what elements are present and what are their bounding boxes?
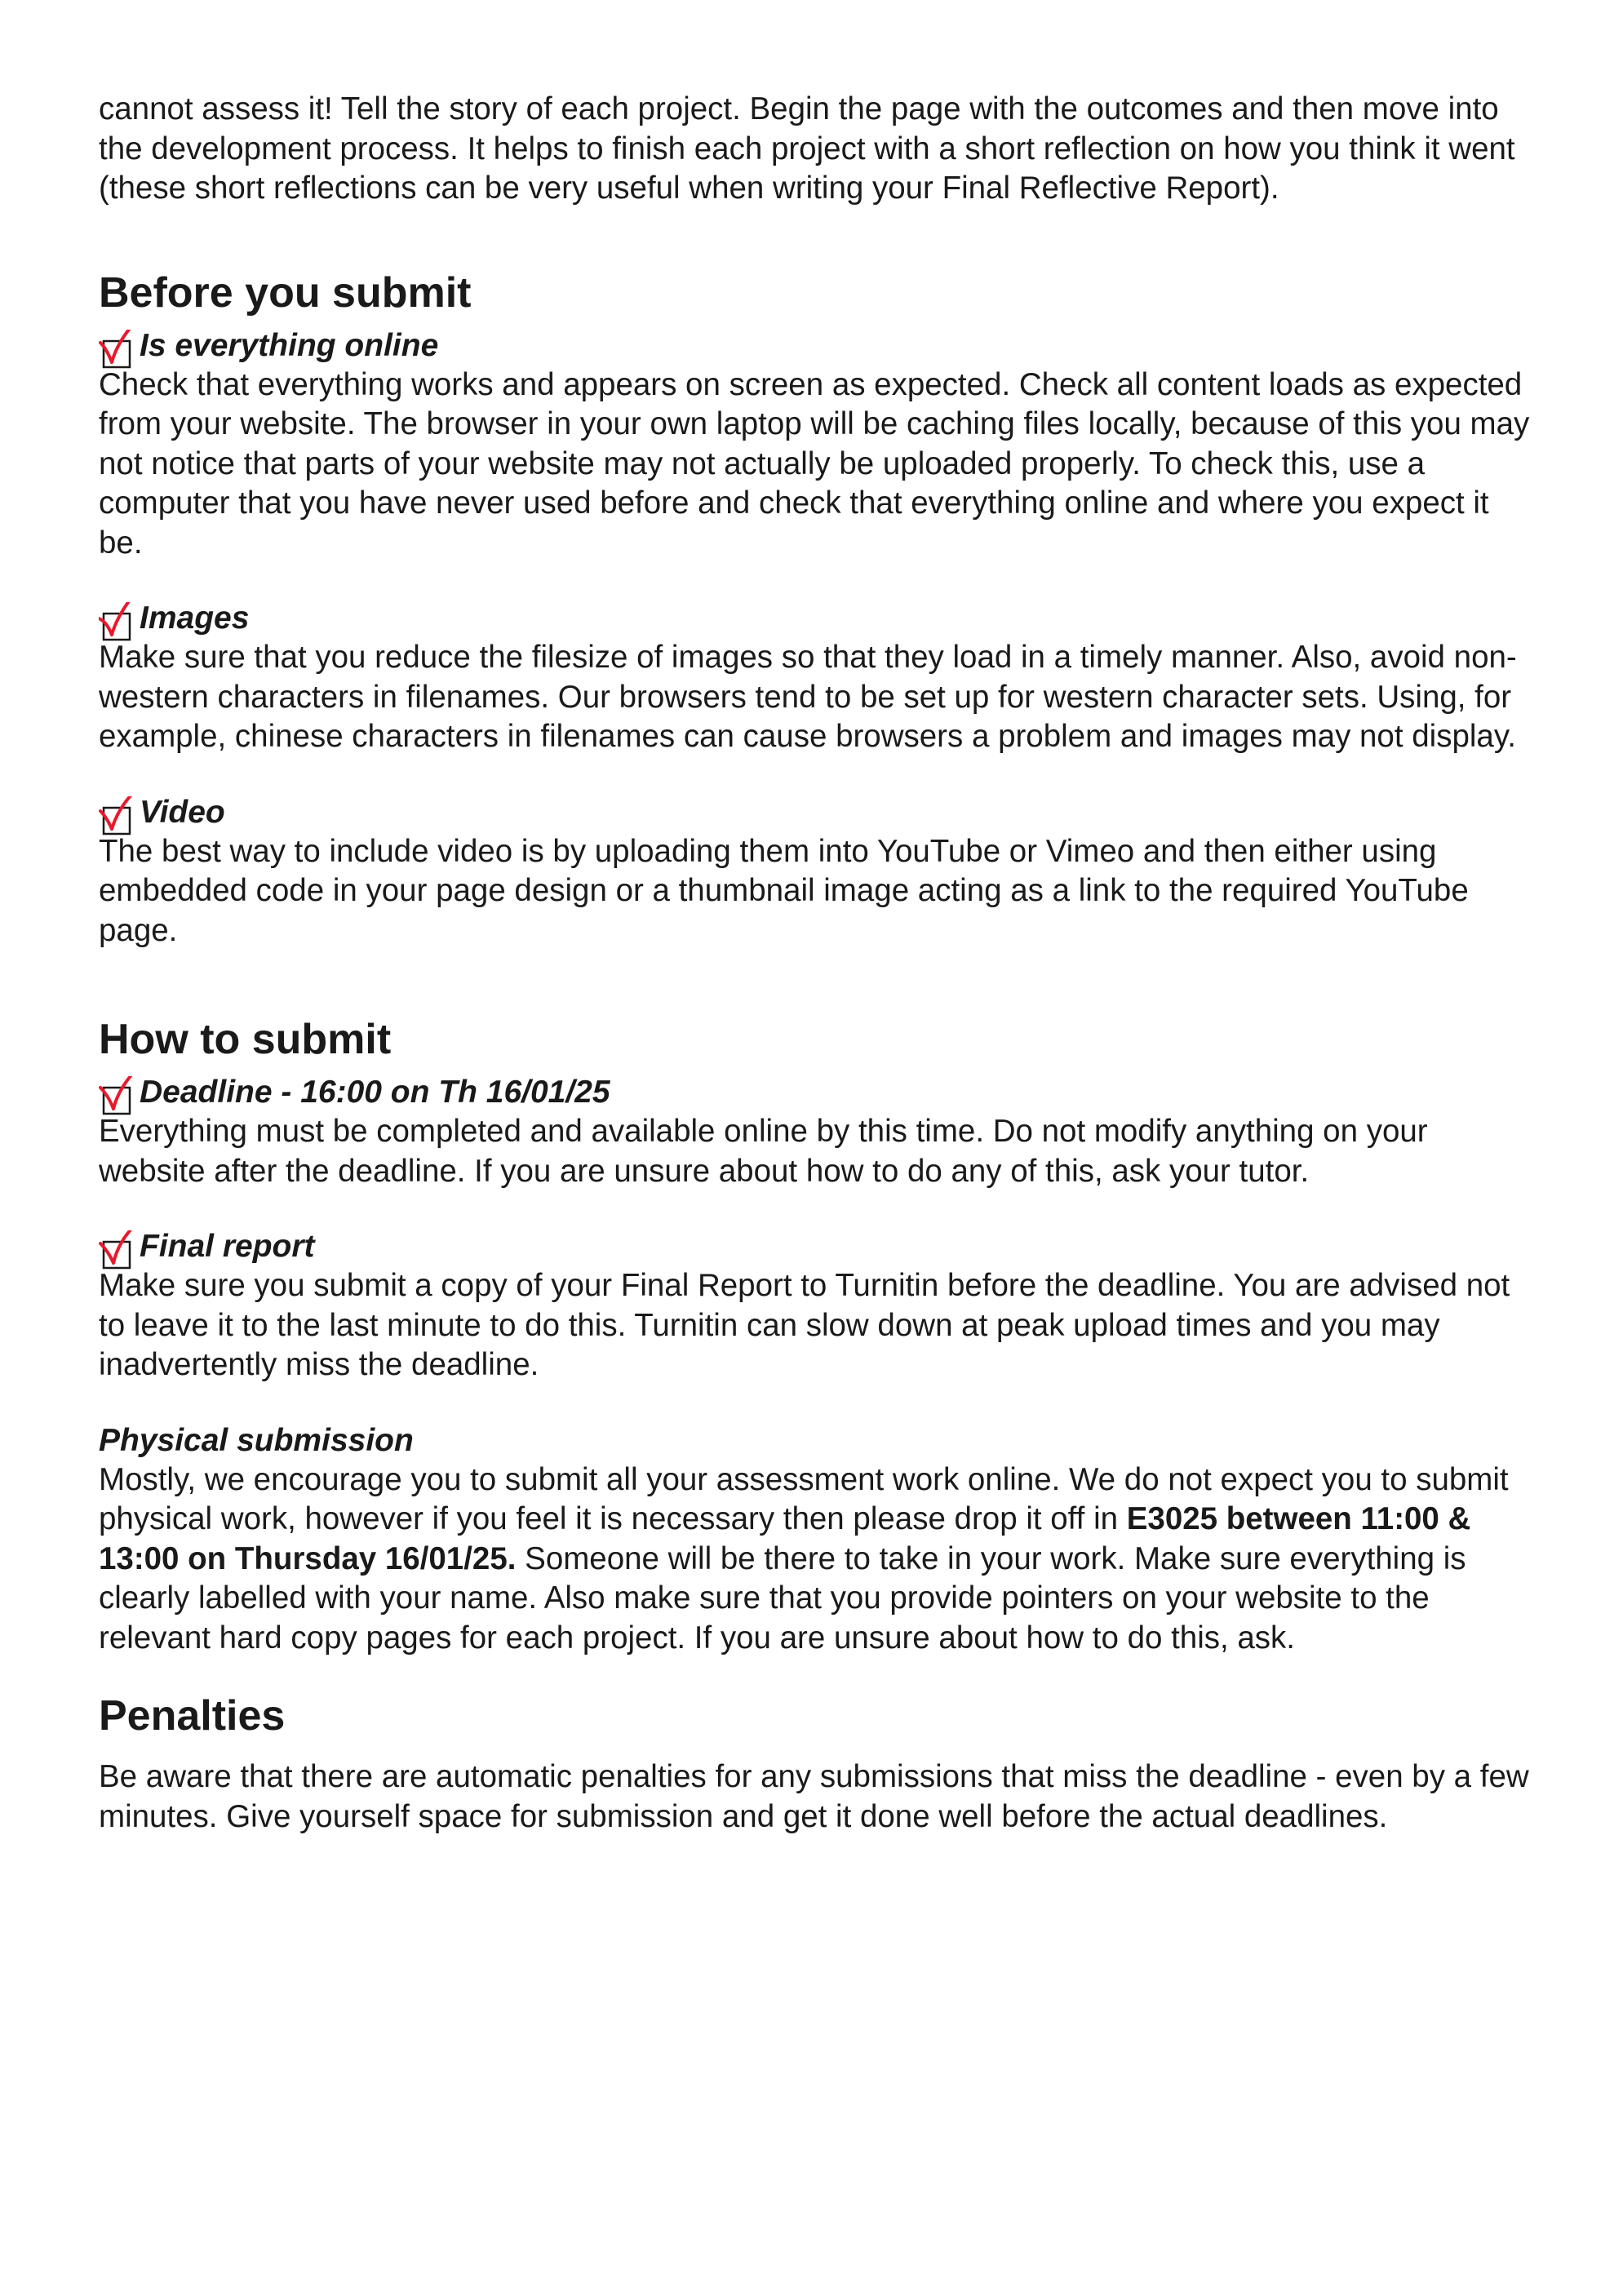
- physical-submission-section: [99, 1421, 1535, 1659]
- item-title: Final report: [140, 1229, 315, 1264]
- item-title: Images: [140, 601, 250, 636]
- physical-submission-text: [99, 1460, 1535, 1659]
- checklist-item-deadline: [99, 1073, 1535, 1191]
- item-text: Make sure that you reduce the filesize of images so that they load in a timely manner. Also, avoid non-western characters in filenames. Our browsers tend to be set up for western character sets. Using, for example, chinese characters in filenames can cause browsers a problem and images may not display.: [99, 640, 1517, 754]
- item-text: Make sure you submit a copy of your Final Report to Turnitin before the deadline. You are advised not to leave it to the last minute to do this. Turnitin can slow down at peak upload times and you may inadvertently miss the deadline.: [99, 1268, 1510, 1382]
- checklist-item-final-report: [99, 1227, 1535, 1385]
- physical-submission-title: Physical submission: [99, 1422, 414, 1458]
- checklist-item-online: [99, 326, 1535, 564]
- checked-checkbox-icon: [99, 796, 135, 837]
- item-text: The best way to include video is by uploading them into YouTube or Vimeo and then either using embedded code in your page design or a thumbnail image acting as a link to the required YouTube page.: [99, 833, 1469, 948]
- penalties-text: Be aware that there are automatic penalties for any submissions that miss the deadline - even by a few minutes. Give yourself space for submission and get it done well before the actual deadlines.: [99, 1759, 1529, 1834]
- intro-paragraph: cannot assess it! Tell the story of each project. Begin the page with the outcomes and then move into the development process. It helps to finish each project with a short reflection on how you think it went (these short reflections can be very useful when writing your Final Reflective Report).: [99, 91, 1515, 206]
- item-title: Deadline - 16:00 on Th 16/01/25: [140, 1075, 610, 1110]
- physical-text-end: Someone will be there to take in your work. Make sure everything is clearly labelled with your name. Also make sure that you provide pointers on your website to the relevant hard copy pages for each project. If you are unsure about how to do this, ask.: [99, 1540, 1466, 1656]
- item-title: Video: [140, 794, 225, 830]
- checked-checkbox-icon: [99, 1230, 135, 1271]
- heading-before-you-submit: Before you submit: [99, 268, 472, 317]
- heading-how-to-submit: How to submit: [99, 1016, 392, 1063]
- checked-checkbox-icon: [99, 330, 135, 370]
- item-text: Everything must be completed and available online by this time. Do not modify anything on your website after the deadline. If you are unsure about how to do any of this, ask your tutor.: [99, 1114, 1428, 1189]
- checklist-item-images: [99, 599, 1535, 757]
- physical-text-start: Mostly, we encourage you to submit all your assessment work online. We do not expect you to submit physical work, however if you feel it is necessary then please drop it off in: [99, 1461, 1509, 1536]
- document-page: [99, 90, 1535, 1837]
- item-text: Check that everything works and appears on screen as expected. Check all content loads as expected from your website. The browser in your own laptop will be caching files locally, because of this you may not notice that parts of your website may not actually be uploaded properly. To check this, use a computer that you have never used before and check that everything online and where you expect it be.: [99, 366, 1530, 561]
- physical-text-location-time: E3025 between 11:00 & 13:00 on Thursday 16/01/25.: [99, 1501, 1471, 1576]
- checklist-item-video: [99, 793, 1535, 951]
- item-title: Is everything online: [140, 327, 439, 363]
- checked-checkbox-icon: [99, 1076, 135, 1117]
- heading-penalties: Penalties: [99, 1692, 286, 1740]
- checked-checkbox-icon: [99, 602, 135, 643]
